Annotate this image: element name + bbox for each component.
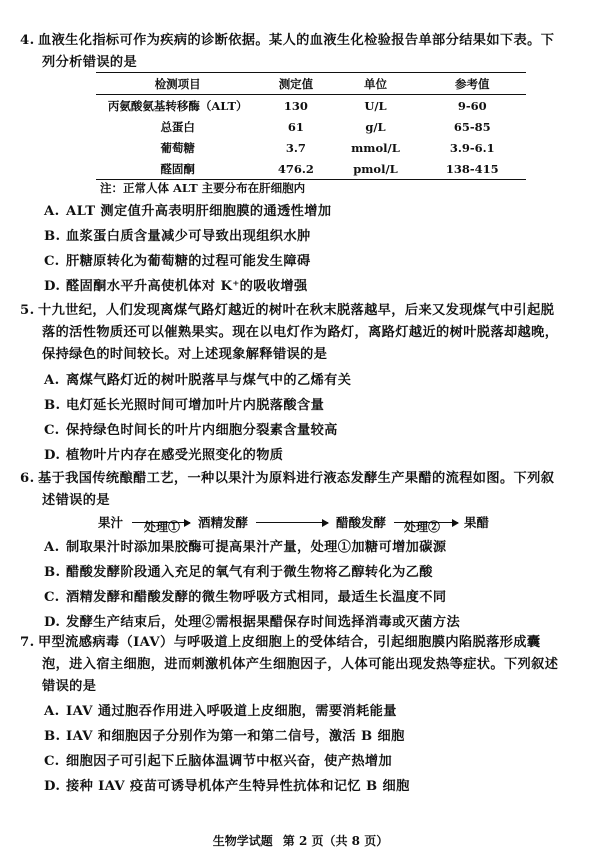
- blood-test-table: [96, 72, 526, 180]
- option-d[interactable]: D. 接种 IAV 疫苗可诱导机体产生特异性抗体和记忆 B 细胞: [44, 779, 410, 794]
- table-cell: mmol/L: [351, 140, 400, 155]
- footer-subject: 生物学试题: [212, 834, 273, 848]
- option-b[interactable]: B. IAV 和细胞因子分别作为第一和第二信号，激活 B 细胞: [44, 729, 405, 744]
- option-b[interactable]: B. 醋酸发酵阶段通入充足的氧气有利于微生物将乙醇转化为乙酸: [44, 565, 433, 580]
- table-header-row: [96, 73, 526, 95]
- question-6-stem: 6. 基于我国传统酿醋工艺，一种以果汁为原料进行液态发酵生产果醋的流程如图。下列叙 述错误的是: [20, 468, 585, 512]
- table-cell: 丙氨酸氨基转移酶（ALT）: [107, 98, 248, 113]
- table-cell: 3.7: [285, 140, 306, 155]
- table-row: [96, 137, 526, 158]
- flow-arrow-label: 处理②: [404, 520, 441, 534]
- table-note: 注：正常人体 ALT 主要分布在肝细胞内: [100, 181, 306, 195]
- question-4-stem: 4. 血液生化指标可作为疾病的诊断依据。某人的血液生化检验报告单部分结果如下表。下 列分析错误的是: [20, 30, 585, 74]
- table-row: [96, 95, 526, 117]
- table-cell: U/L: [364, 98, 387, 113]
- table-cell: 61: [287, 119, 304, 134]
- option-c[interactable]: C. 细胞因子可引起下丘脑体温调节中枢兴奋，使产热增加: [44, 754, 393, 769]
- table-cell: 130: [283, 98, 308, 113]
- flow-node-alcohol-fermentation: 酒精发酵: [198, 515, 249, 530]
- table-cell: 476.2: [277, 161, 314, 176]
- page-footer: [0, 832, 601, 849]
- question-number: 4.: [20, 33, 35, 48]
- table-header: 参考值: [454, 76, 490, 91]
- option-c[interactable]: C. 肝糖原转化为葡萄糖的过程可能发生障碍: [44, 254, 311, 269]
- table-header: 检测项目: [154, 76, 201, 91]
- table-cell: g/L: [365, 119, 386, 134]
- table-header: 测定值: [278, 76, 314, 91]
- question-7-stem: 7. 甲型流感病毒（IAV）与呼吸道上皮细胞上的受体结合，引起细胞膜内陷脱落形成囊 泡，进入宿主细胞，进而刺激机体产生细胞因子，人体可能出现发热等症状。下列叙述 错误的是: [20, 632, 585, 698]
- option-d[interactable]: D. 发酵生产结束后，处理②需根据果醋保存时间选择消毒或灭菌方法: [44, 615, 461, 630]
- flow-arrow-label: 处理①: [144, 520, 181, 534]
- option-b[interactable]: B. 电灯延长光照时间可增加叶片内脱落酸含量: [44, 398, 325, 413]
- option-c[interactable]: C. 酒精发酵和醋酸发酵的微生物呼吸方式相同，最适生长温度不同: [44, 590, 447, 605]
- option-a[interactable]: A. ALT 测定值升高表明肝细胞膜的通透性增加: [44, 204, 332, 219]
- option-b[interactable]: B. 血浆蛋白质含量减少可导致出现组织水肿: [44, 229, 311, 244]
- option-c[interactable]: C. 保持绿色时间长的叶片内细胞分裂素含量较高: [44, 423, 338, 438]
- table-row: [96, 158, 526, 180]
- table-cell: pmol/L: [353, 161, 398, 176]
- flow-node-vinegar: 果醋: [464, 515, 490, 530]
- table-cell: 3.9-6.1: [449, 140, 495, 155]
- flow-node-acetic-fermentation: 醋酸发酵: [336, 515, 387, 530]
- flow-node-juice: 果汁: [98, 515, 124, 530]
- table-header: 单位: [363, 76, 387, 91]
- table-cell: 9-60: [457, 98, 487, 113]
- process-flow-diagram: [98, 505, 578, 533]
- flow-arrow: [132, 520, 190, 534]
- table-cell: 总蛋白: [160, 119, 195, 134]
- table-cell: 醛固酮: [160, 161, 195, 176]
- option-d[interactable]: D. 植物叶片内存在感受光照变化的物质: [44, 448, 284, 463]
- table-cell: 65-85: [453, 119, 491, 134]
- table-cell: 138-415: [445, 161, 499, 176]
- question-number: 6.: [20, 471, 35, 486]
- table-row: [96, 116, 526, 137]
- question-number: 7.: [20, 635, 35, 650]
- option-a[interactable]: A. 离煤气路灯近的树叶脱落早与煤气中的乙烯有关: [44, 373, 352, 388]
- question-5-stem: 5. 十九世纪，人们发现离煤气路灯越近的树叶在秋末脱落越早，后来又发现煤气中引起脱 落的活性物质还可以催熟果实。现在以电灯作为路灯，离路灯越近的树叶脱落却越晚， 保持绿色的时间较长。对上述现象解释错误的是: [20, 300, 585, 366]
- option-a[interactable]: A. IAV 通过胞吞作用进入呼吸道上皮细胞，需要消耗能量: [44, 704, 397, 719]
- question-number: 5.: [20, 303, 35, 318]
- table-cell: 葡萄糖: [160, 140, 195, 155]
- flow-arrow: [394, 520, 458, 534]
- option-d[interactable]: D. 醛固酮水平升高使机体对 K⁺的吸收增强: [44, 279, 308, 294]
- footer-page-number: 第 2 页（共 8 页）: [282, 834, 389, 848]
- flow-arrow: [256, 522, 328, 523]
- option-a[interactable]: A. 制取果汁时添加果胶酶可提高果汁产量，处理①加糖可增加碳源: [44, 540, 447, 555]
